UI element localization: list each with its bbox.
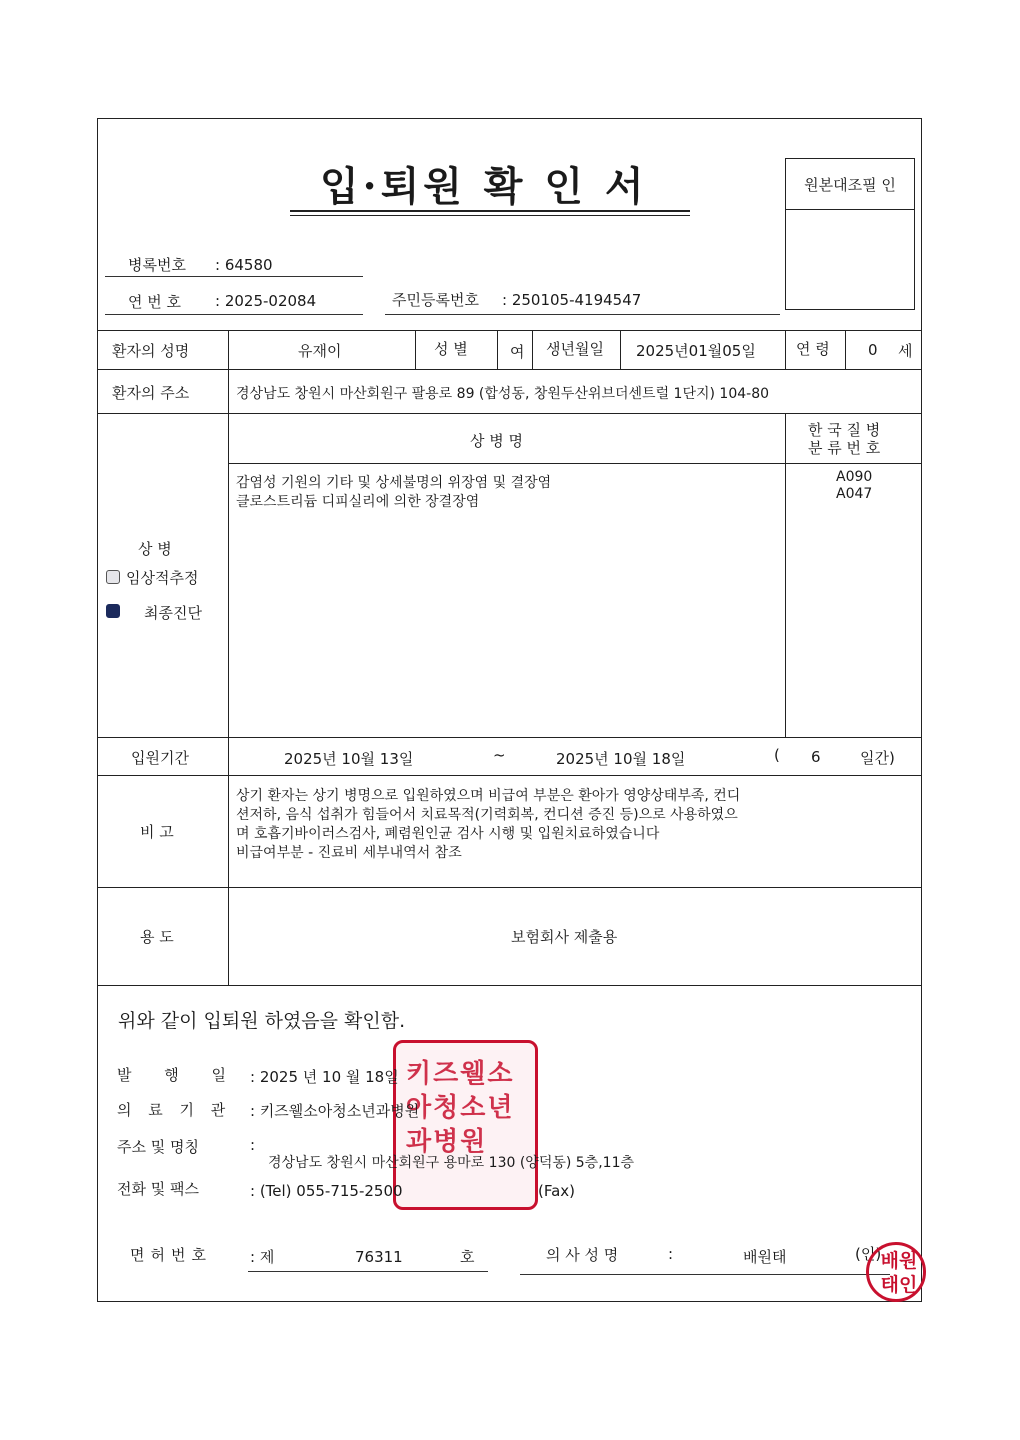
- sex-label-rule: [415, 330, 416, 369]
- disease-code-header-line2: 분 류 번 호: [808, 439, 881, 457]
- stay-start: 2025년 10월 13일: [284, 750, 414, 768]
- clinical-estimate-label: 임상적추정: [126, 569, 199, 587]
- stay-tilde: ~: [493, 746, 506, 764]
- disease-code-1: A090: [836, 469, 873, 485]
- phone-value: : (Tel) 055-715-2500: [250, 1182, 403, 1200]
- row-rule-6: [97, 985, 922, 986]
- diagnosis-name-header: 상 병 명: [470, 432, 524, 450]
- label-column-rule: [228, 330, 229, 985]
- row-rule-3: [97, 737, 922, 738]
- document-title: 입·퇴원 확 인 서: [320, 163, 648, 210]
- address-label: 환자의 주소: [112, 384, 190, 402]
- institution-address-label: 주소 및 명칭: [117, 1138, 199, 1156]
- table-top-rule: [97, 330, 922, 331]
- record-number-underline: [105, 276, 363, 277]
- serial-number-underline: [105, 314, 363, 315]
- issue-date-label: 발 행 일: [117, 1066, 241, 1084]
- stay-days-unit: 일간): [860, 749, 895, 767]
- doctor-underline: [520, 1274, 890, 1275]
- resident-number-label: 주민등록번호: [392, 291, 479, 309]
- diagnosis-line-1: 감염성 기원의 기타 및 상세불명의 위장염 및 결장염: [236, 475, 552, 491]
- phone-fax-label: 전화 및 팩스: [117, 1180, 199, 1198]
- age-unit: 세: [898, 342, 913, 360]
- stamp-box-label: 원본대조필 인: [786, 159, 914, 210]
- row-rule-2: [97, 413, 922, 414]
- remarks-label: 비 고: [140, 823, 174, 841]
- doctor-name: 배원태: [743, 1248, 787, 1266]
- diagnosis-line-2: 클로스트리듐 디피실리에 의한 장결장염: [236, 494, 480, 510]
- record-number-label: 병록번호: [128, 256, 186, 274]
- row-rule-4: [97, 775, 922, 776]
- row-rule-1: [97, 369, 922, 370]
- serial-number-label: 연 번 호: [128, 293, 182, 311]
- stay-period-label: 입원기간: [131, 749, 189, 767]
- hospital-seal-text: 키즈웰소아청소년과병원: [406, 1059, 515, 1157]
- remarks-line-1: 상기 환자는 상기 병명으로 입원하였으며 비급여 부분은 환아가 영양상태부족, 컨디: [236, 788, 741, 804]
- code-column-rule: [785, 413, 786, 737]
- final-diagnosis-label: 최종진단: [144, 604, 202, 622]
- hospital-seal: [393, 1040, 538, 1210]
- license-label: 면허번호: [130, 1246, 212, 1264]
- remarks-line-4: 비급여부분 - 진료비 세부내역서 참조: [236, 845, 462, 861]
- purpose-value: 보험회사 제출용: [511, 928, 618, 946]
- serial-number-value: : 2025-02084: [215, 292, 317, 310]
- patient-name-label: 환자의 성명: [112, 342, 190, 360]
- record-number-value: : 64580: [215, 256, 273, 274]
- clinical-estimate-checkbox[interactable]: [106, 570, 120, 584]
- dob-value-rule: [620, 330, 621, 369]
- resident-number-underline: [385, 314, 780, 315]
- title-underline: [290, 210, 690, 212]
- stay-paren-open: (: [774, 746, 780, 764]
- confirmation-statement: 위와 같이 입퇴원 하였음을 확인함.: [118, 1010, 406, 1032]
- dob-value: 2025년01월05일: [636, 342, 756, 360]
- doctor-colon: :: [668, 1245, 674, 1263]
- disease-code-2: A047: [836, 486, 873, 502]
- seal-mark: (인): [855, 1245, 882, 1263]
- dob-label-rule: [532, 330, 533, 369]
- institution-address-colon: :: [250, 1136, 256, 1154]
- age-value: 0: [868, 341, 878, 359]
- doctor-seal: [866, 1242, 926, 1302]
- disease-code-header-line1: 한 국 질 병: [808, 421, 881, 439]
- row-rule-5: [97, 887, 922, 888]
- license-underline: [248, 1271, 488, 1272]
- license-prefix: : 제: [250, 1248, 275, 1266]
- address-value: 경상남도 창원시 마산회원구 팔용로 89 (합성동, 창원두산위브더센트럴 1단지) 104-80: [236, 386, 770, 402]
- diagnosis-section-label: 상 병: [138, 540, 172, 558]
- age-label: 연 령: [796, 340, 830, 358]
- final-diagnosis-checkbox[interactable]: [106, 604, 120, 618]
- original-copy-stamp-box: [785, 158, 915, 310]
- remarks-line-3: 며 호흡기바이러스검사, 폐렴원인균 검사 시행 및 입원치료하였습니다: [236, 826, 660, 842]
- age-value-rule: [845, 330, 846, 369]
- issue-date-value: : 2025 년 10 월 18일: [250, 1068, 399, 1086]
- sex-value-rule: [497, 330, 498, 369]
- remarks-line-2: 션저하, 음식 섭취가 힘들어서 치료목적(기력회복, 컨디션 증진 등)으로 사용하였으: [236, 807, 738, 823]
- institution-label: 의 료 기 관: [117, 1101, 232, 1119]
- stay-end: 2025년 10월 18일: [556, 750, 686, 768]
- license-suffix: 호: [460, 1248, 475, 1266]
- sex-value: 여: [510, 343, 525, 361]
- title-underline-2: [290, 215, 690, 216]
- dob-label: 생년월일: [546, 340, 604, 358]
- fax-label: (Fax): [538, 1182, 576, 1200]
- age-label-rule: [785, 330, 786, 369]
- doctor-label: 의 사 성 명: [546, 1246, 619, 1264]
- patient-name-value: 유재이: [298, 342, 342, 360]
- institution-value: : 키즈웰소아청소년과병원: [250, 1102, 420, 1120]
- purpose-label: 용 도: [140, 928, 174, 946]
- institution-address-value: 경상남도 창원시 마산회원구 용마로 130 (양덕동) 5층,11층: [268, 1155, 634, 1171]
- resident-number-value: : 250105-4194547: [502, 291, 642, 309]
- stay-days: 6: [811, 748, 821, 766]
- license-number: 76311: [355, 1248, 403, 1266]
- diag-header-rule: [228, 463, 922, 464]
- doctor-seal-text: 배원태인: [880, 1250, 918, 1296]
- sex-label: 성 별: [434, 340, 468, 358]
